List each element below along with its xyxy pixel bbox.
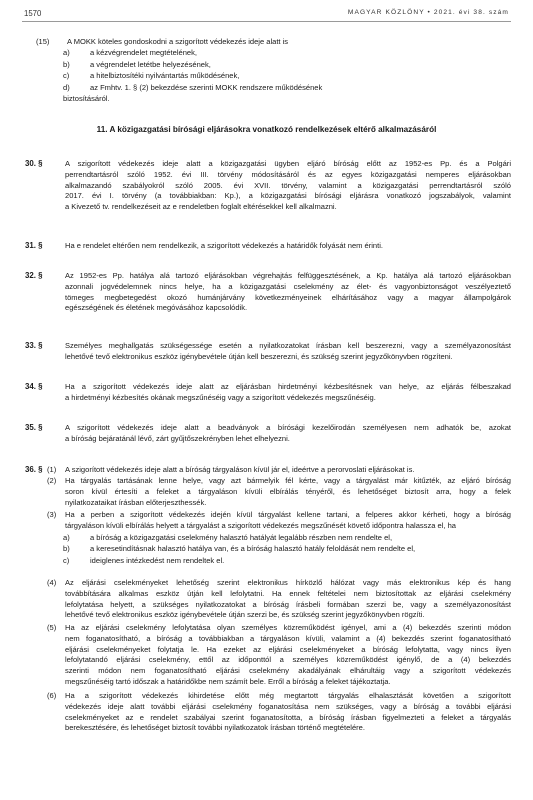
text-line: 2017. évi I. törvény (a továbbiakban: Kp.), a közigazgatási bírósági eljárásra vonatkozó jogszabályok, valamint	[65, 191, 511, 201]
text-line: Ha a perben a szigorított védekezés idején kívül tárgyalást kellene tartani, a felperes akkor kérheti, hogy a bíróság	[65, 510, 511, 519]
text-line: Ha e rendelet eltérően nem rendelkezik, a szigorított védekezés a határidők folyását nem érinti.	[65, 241, 383, 250]
subsection-2-text	[65, 476, 511, 508]
paragraph-number: 34. §	[25, 382, 43, 391]
list-item: az Fmhtv. 1. § (2) bekezdése szerinti MOKK rendszere működésének	[90, 83, 323, 92]
list-letter: a)	[63, 48, 70, 57]
text-line: Személyes meghallgatás szükségessége esetén a nyilatkozatokat írásban kell beszerezni, vagy a személyazonosítást	[65, 341, 511, 350]
text-line: egészségének és életének megóvásához kapcsolódik.	[65, 303, 248, 313]
header-divider	[22, 21, 511, 22]
subsection-number: (2)	[47, 476, 57, 485]
text-line: perrendtartásról szóló 1952. évi III. törvény módosításáról és az egyes közigazgatási nemperes eljárásokban	[65, 169, 511, 179]
text-line: nem foganatosítható, a bíróság a továbbiakban a tárgyaláson kívüli, valamint a (4) bekezdés szerint foganatosítható	[65, 633, 511, 643]
paragraph-35-text	[65, 423, 511, 445]
list-letter: c)	[63, 556, 70, 565]
text-line: alkalmazandó szabályokról szóló 2005. évi XVII. törvény, valamint a közigazgatási perrendtartásról szóló	[65, 180, 511, 190]
text-line: Ha tárgyalás tartásának lenne helye, vagy azt bármelyik fél kérte, vagy a tárgyalást már kitűzték, az eljáró bíróság	[65, 476, 511, 485]
text-line: Ha az eljárási cselekmény lefolytatása olyan személyes közreműködést igényel, ami a (4) bekezdés szerinti módon	[65, 623, 511, 632]
text-line: tárgyaláson kívüli elbírálás helyett a tárgyalást a szigorított védekezés megszűnését követő időpontra halassza el, ha	[65, 520, 456, 530]
paragraph-33-text	[65, 341, 511, 363]
paragraph-number: 36. §	[25, 465, 43, 474]
text-line: berekesztésére, és lehetőséget biztosít további nyilatkozatok írásban történő megtételére.	[65, 723, 365, 733]
list-letter: b)	[63, 60, 70, 69]
text-line: tömeges megbetegedést okozó humánjárvány következményeinek elhárításához vagy a magyar állampolgárok	[65, 292, 511, 302]
list-item: a hitelbiztosítéki nyilvántartás működésének,	[90, 71, 240, 80]
paragraph-31-text	[65, 241, 511, 252]
text-line: Ha a szigorított védekezés ideje alatt az eljárásban hirdetményi kézbesítésnek van helye, az eljárás félbeszakad	[65, 382, 511, 391]
subsection-number: (3)	[47, 510, 57, 519]
page-number: 1570	[24, 9, 42, 18]
paragraph-30-text	[65, 159, 511, 213]
subsection-number: (6)	[47, 691, 57, 700]
list-letter: b)	[63, 544, 70, 553]
text-line: megszűnéséig tartó időszak a határidőkbe nem számít bele. Erről a bíróság a feleket tájékoztatja.	[65, 676, 391, 686]
subsection-6-text	[65, 691, 511, 734]
text-line: soron kívül értesíti a feleket a tárgyaláson kívüli elbírálás tényéről, és lehetőséget biztosít arra, hogy a felek	[65, 486, 511, 496]
text-line: A szigorított védekezés ideje alatt a bíróság tárgyaláson kívül jár el, ideértve a perorvoslati eljárásokat is.	[65, 465, 415, 474]
text-line: a bíróság bejáratánál lévő, zárt gyűjtőszekrényben lehet elhelyezni.	[65, 433, 290, 443]
subsection-1-text	[65, 465, 511, 476]
text-line: lehetővé tevő elektronikus eszköz igénybevétele útján szerzi be, és szükség szerint jegyzőkönyvben rögzíti.	[65, 610, 425, 620]
list-item: a végrendelet letétbe helyezésének,	[90, 60, 211, 69]
subsection-number: (15)	[36, 37, 50, 46]
text-line: nyilatkozataikat írásban előterjeszthessék.	[65, 497, 207, 507]
text-line: lehetővé tevő elektronikus eszköz igénybevétele útján kell beszerezni, és szükség szerint jegyzőkönyvben rögzíteni.	[65, 351, 453, 361]
list-item: a keresetindításnak halasztó hatálya van, és a bíróság halasztó hatály feloldását nem rendelte el,	[90, 544, 416, 553]
list-item: a bíróság a közigazgatási cselekmény halasztó hatályát legalább részben nem rendelte el,	[90, 533, 393, 542]
text-line: A szigorított védekezés ideje alatt a beadványok a bírósági kezelőirodán személyesen nem adhatók be, azokat	[65, 423, 511, 432]
text-line: eljárási cselekményeket folytatja le. Ha ezeket az eljárási cselekményeket a bíróság lefolytatta, vagy nincs ilyen	[65, 644, 511, 654]
text-line: a Kivezető tv. rendelkezéseit az e rendeletben foglalt eltérésekkel kell alkalmazni.	[65, 202, 337, 212]
paragraph-number: 33. §	[25, 341, 43, 350]
list-item: a kézvégrendelet megtételének,	[90, 48, 197, 57]
list-letter: c)	[63, 71, 70, 80]
text-line: szerinti módon nem foganatosítható eljárási cselekmény akadályának elhárultáig vagy a szigorított védekezés	[65, 666, 511, 676]
text-line: cselekményeket az e rendelet szabályai szerint foganatosította, a bíróság írásban figyelmezteti a feleket a tárgyalás	[65, 712, 511, 722]
subsection-number: (1)	[47, 465, 57, 474]
subsection-tail: biztosításáról.	[63, 94, 110, 103]
section-title: 11. A közigazgatási bírósági eljárásokra vonatkozó rendelkezések eltérő alkalmazásáról	[96, 125, 437, 134]
list-item: ideiglenes intézkedést nem rendeltek el.	[90, 556, 225, 565]
subsection-intro: A MOKK köteles gondoskodni a szigorított védekezés ideje alatt is	[67, 37, 289, 46]
text-line: lefolytatandó eljárási cselekmény, ettől az időponttól a személyes közreműködést igénylő, de a (4) bekezdés	[65, 655, 511, 665]
subsection-5-text	[65, 623, 511, 688]
publication-title: MAGYAR KÖZLÖNY • 2021. évi 38. szám	[347, 9, 509, 16]
paragraph-32-text	[65, 271, 511, 314]
text-line: A szigorított védekezés ideje alatt a közigazgatási ügyben eljáró bíróság előtt az 1952-es Pp. és a Polgári	[65, 159, 511, 168]
list-letter: a)	[63, 533, 70, 542]
paragraph-number: 35. §	[25, 423, 43, 432]
text-line: védekezés ideje alatt további eljárási cselekmény foganatosítása nem szükséges, vagy a bíróság a további eljárási	[65, 701, 511, 711]
text-line: lefolytatása helyett, a szükséges nyilatkozatokat a bíróság írásbeli formában szerzi be, vagy a személyazonosítást	[65, 599, 511, 609]
subsection-4-text	[65, 578, 511, 621]
text-line: azonnali jogvédelemnek nincs helye, ha a közigazgatási cselekmény az élet- és vagyonbiztonságot veszélyeztető	[65, 281, 511, 291]
list-letter: d)	[63, 83, 70, 92]
paragraph-number: 31. §	[25, 241, 43, 250]
paragraph-number: 32. §	[25, 271, 43, 280]
subsection-number: (4)	[47, 578, 57, 587]
text-line: Ha a szigorított védekezés kihirdetése előtt még megtartott tárgyalás elhalasztását követően a szigorított	[65, 691, 511, 700]
text-line: Az 1952-es Pp. hatálya alá tartozó eljárásokban végrehajtás felfüggesztésének, a Kp. hatálya alá tartozó eljárásokban	[65, 271, 511, 280]
text-line: Az eljárási cselekményeket lehetőség szerint elektronikus hírközlő hálózat vagy más elektronikus kép és hang	[65, 578, 511, 587]
paragraph-number: 30. §	[25, 159, 43, 168]
paragraph-34-text	[65, 382, 511, 404]
text-line: továbbítására alkalmas eszköz útján kell lefolytatni. Ha ennek feltételei nem biztosítottak az eljárási cselekmény	[65, 588, 511, 598]
subsection-3-text	[65, 510, 511, 532]
subsection-number: (5)	[47, 623, 57, 632]
text-line: a hirdetményi kézbesítés okának megszűnéséig vagy a szigorított védekezés megszűnéséig.	[65, 392, 376, 402]
